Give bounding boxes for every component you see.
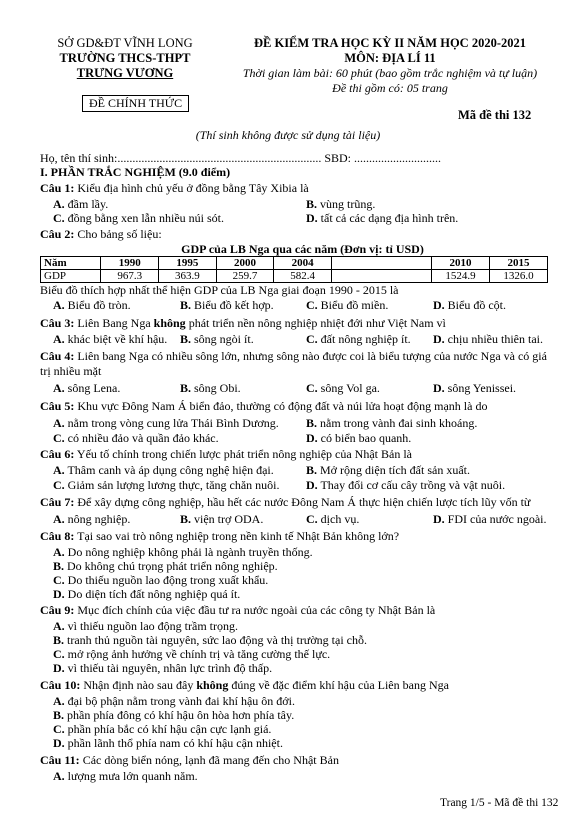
- q11-text: Các dòng biển nóng, lạnh đã mang đến cho Nhật Bản: [79, 753, 339, 767]
- department-name: SỞ GD&ĐT VĨNH LONG: [57, 36, 193, 50]
- q1-option-b[interactable]: B. vùng trũng.: [306, 197, 376, 211]
- q3-b-text: sông ngòi ít.: [194, 332, 254, 346]
- q3-c-text: đất nông nghiệp ít.: [320, 332, 411, 346]
- q6-option-d[interactable]: D. Thay đổi cơ cấu cây trồng và vật nuôi.: [306, 478, 506, 492]
- q8-text: Tại sao vai trò nông nghiệp trong nền kinh tế Nhật Bản không lớn?: [74, 529, 400, 543]
- q5-option-d[interactable]: D. có biển bao quanh.: [306, 431, 412, 445]
- q3-label: Câu 3:: [40, 316, 75, 330]
- question-11: [40, 753, 339, 768]
- q3-d-text: chịu nhiều thiên tai.: [447, 332, 543, 346]
- q9-text: Mục đích chính của việc đầu tư ra nước ngoài của các công ty Nhật Bản là: [74, 603, 436, 617]
- official-label: ĐỀ CHÍNH THỨC: [89, 96, 183, 110]
- q4-b-text: sông Obi.: [194, 381, 241, 395]
- question-3: [40, 316, 446, 331]
- section-title: I. PHẦN TRẮC NGHIỆM (9.0 điểm): [40, 165, 231, 179]
- table-cell: 1326.0: [490, 270, 548, 283]
- q3-option-d[interactable]: D. chịu nhiều thiên tai.: [433, 332, 543, 346]
- q2-question: Biểu đồ thích hợp nhất thể hiện GDP của LB Nga giai đoạn 1990 - 2015 là: [40, 283, 399, 297]
- q1-label: Câu 1:: [40, 181, 75, 195]
- q5-option-c[interactable]: C. có nhiều đảo và quần đảo khác.: [53, 431, 219, 445]
- table-cell: Năm: [41, 257, 101, 270]
- question-2: [40, 227, 162, 242]
- q8-label: Câu 8:: [40, 529, 75, 543]
- q9-c-text: mở rộng ảnh hưởng về chính trị và tăng cường thế lực.: [67, 647, 331, 661]
- q11-a-text: lượng mưa lớn quanh năm.: [67, 769, 198, 783]
- q7-option-d[interactable]: D. FDI của nước ngoài.: [433, 512, 547, 526]
- q7-option-a[interactable]: A. nông nghiệp.: [53, 512, 131, 526]
- q4-option-b[interactable]: B. sông Obi.: [180, 381, 241, 395]
- table-cell: 2015: [490, 257, 548, 270]
- q6-c-text: Giảm sản lượng lương thực, tăng chăn nuôi.: [67, 478, 280, 492]
- q5-option-b[interactable]: B. nằm trong vành đai sinh khoáng.: [306, 416, 478, 430]
- q4-option-c[interactable]: C. sông Vol ga.: [306, 381, 380, 395]
- question-9: [40, 603, 435, 618]
- gdp-table: [40, 256, 548, 283]
- gdp-table-row: [41, 270, 548, 283]
- q10-c-text: phần phía bắc có khí hậu cận cực lạnh giá.: [67, 722, 272, 736]
- candidate-info-line: Họ, tên thí sinh:.................................................................... SBD: .............................: [40, 151, 442, 165]
- q4-option-a[interactable]: A. sông Lena.: [53, 381, 121, 395]
- q11-option-a[interactable]: A. lượng mưa lớn quanh năm.: [53, 769, 198, 783]
- subject: MÔN: ĐỊA LÍ 11: [344, 51, 436, 65]
- q10-option-c[interactable]: C. phần phía bắc có khí hậu cận cực lạnh giá.: [53, 722, 272, 736]
- school-type: TRƯỜNG THCS-THPT: [59, 51, 191, 65]
- question-10: [40, 678, 449, 693]
- q3-text-post: phát triển nền nông nghiệp nhiệt đới như Việt Nam vì: [185, 316, 446, 330]
- page-footer: Trang 1/5 - Mã đề thi 132: [440, 797, 559, 809]
- school-name: TRƯNG VƯƠNG: [76, 66, 174, 80]
- header-left: [40, 36, 210, 81]
- table-cell: [331, 257, 431, 270]
- q2-option-d[interactable]: D. Biểu đồ cột.: [433, 298, 506, 312]
- q10-option-d[interactable]: D. phần lãnh thổ phía nam có khí hậu cận nhiệt.: [53, 736, 283, 750]
- q6-text: Yếu tố chính trong chiến lược phát triển nông nghiệp của Nhật Bản là: [74, 447, 412, 461]
- q9-option-d[interactable]: D. vì thiếu tài nguyên, nhân lực trình độ thấp.: [53, 661, 273, 675]
- q6-label: Câu 6:: [40, 447, 75, 461]
- question-6: [40, 447, 412, 462]
- table-cell: 1995: [159, 257, 217, 270]
- q7-option-b[interactable]: B. viện trợ ODA.: [180, 512, 264, 526]
- q10-a-text: đại bộ phận nằm trong vành đai khí hậu ôn đới.: [67, 694, 295, 708]
- q2-d-text: Biểu đồ cột.: [447, 298, 506, 312]
- q9-d-text: vì thiếu tài nguyên, nhân lực trình độ thấp.: [67, 661, 273, 675]
- q5-c-text: có nhiều đảo và quần đảo khác.: [67, 431, 219, 445]
- q6-option-c[interactable]: C. Giảm sản lượng lương thực, tăng chăn nuôi.: [53, 478, 280, 492]
- q10-option-a[interactable]: A. đại bộ phận nằm trong vành đai khí hậu ôn đới.: [53, 694, 295, 708]
- page-count: Đề thi gồm có: 05 trang: [332, 81, 448, 95]
- q9-option-a[interactable]: A. vì thiếu nguồn lao động trầm trọng.: [53, 619, 238, 633]
- no-materials-note: (Thí sinh không được sử dụng tài liệu): [195, 128, 381, 142]
- q4-text-line1: Liên bang Nga có nhiều sông lớn, nhưng sông nào được coi là biểu tượng của nước Nga và có giá: [74, 349, 547, 363]
- q8-option-c[interactable]: C. Do thiếu nguồn lao động trong xuất khẩu.: [53, 573, 269, 587]
- q5-text: Khu vực Đông Nam Á biển đảo, thường có động đất và núi lửa hoạt động mạnh là do: [74, 399, 488, 413]
- exam-code: Mã đề thi 132: [458, 108, 532, 122]
- q1-option-d[interactable]: D. tất cả các dạng địa hình trên.: [306, 211, 459, 225]
- q8-option-d[interactable]: D. Do diện tích đất nông nghiệp quá ít.: [53, 587, 241, 601]
- q7-c-text: dịch vụ.: [320, 512, 360, 526]
- q5-d-text: có biển bao quanh.: [320, 431, 412, 445]
- q5-option-a[interactable]: A. nằm trong vòng cung lửa Thái Bình Dương.: [53, 416, 279, 430]
- q7-a-text: nông nghiệp.: [67, 512, 131, 526]
- q8-a-text: Do nông nghiệp không phải là ngành truyền thống.: [67, 545, 313, 559]
- gdp-table-title: GDP của LB Nga qua các năm (Đơn vị: tỉ USD): [181, 242, 424, 256]
- q8-b-text: Do không chú trọng phát triển nông nghiệp.: [67, 559, 278, 573]
- q8-c-text: Do thiếu nguồn lao động trong xuất khẩu.: [67, 573, 269, 587]
- q7-option-c[interactable]: C. dịch vụ.: [306, 512, 360, 526]
- q7-d-text: FDI của nước ngoài.: [447, 512, 547, 526]
- q8-option-a[interactable]: A. Do nông nghiệp không phải là ngành truyền thống.: [53, 545, 313, 559]
- q10-option-b[interactable]: B. phần phía đông có khí hậu ôn hòa hơn phía tây.: [53, 708, 295, 722]
- q1-text: Kiểu địa hình chủ yếu ở đồng bằng Tây Xibia là: [74, 181, 309, 195]
- q1-a-text: đầm lầy.: [67, 197, 109, 211]
- table-cell: 1524.9: [432, 270, 490, 283]
- table-cell: 2010: [432, 257, 490, 270]
- q4-a-text: sông Lena.: [67, 381, 121, 395]
- q3-option-c[interactable]: C. đất nông nghiệp ít.: [306, 332, 411, 346]
- duration: Thời gian làm bài: 60 phút (bao gồm trắc nghiệm và tự luận): [242, 66, 538, 80]
- q9-option-b[interactable]: B. tranh thủ nguồn tài nguyên, sức lao động và thị trường tại chỗ.: [53, 633, 367, 647]
- q10-text-pre: Nhận định nào sau đây: [80, 678, 197, 692]
- table-cell: 363.9: [159, 270, 217, 283]
- q10-d-text: phần lãnh thổ phía nam có khí hậu cận nhiệt.: [67, 736, 283, 750]
- q6-b-text: Mở rộng diện tích đất sản xuất.: [320, 463, 470, 477]
- question-1: [40, 181, 309, 196]
- q2-b-text: Biểu đồ kết hợp.: [194, 298, 274, 312]
- q2-option-a[interactable]: A. Biểu đồ tròn.: [53, 298, 131, 312]
- q2-c-text: Biểu đồ miền.: [320, 298, 389, 312]
- q1-b-text: vùng trũng.: [320, 197, 376, 211]
- q5-label: Câu 5:: [40, 399, 75, 413]
- q7-b-text: viện trợ ODA.: [194, 512, 264, 526]
- q6-a-text: Thâm canh và áp dụng công nghệ hiện đại.: [67, 463, 274, 477]
- table-cell: 2000: [216, 257, 274, 270]
- question-7: [40, 495, 530, 510]
- q3-emphasis: không: [153, 316, 186, 330]
- q2-text: Cho bảng số liệu:: [74, 227, 162, 241]
- official-badge: [82, 95, 189, 112]
- header-right: [210, 36, 570, 96]
- q5-b-text: nằm trong vành đai sinh khoáng.: [320, 416, 478, 430]
- q4-text-line2: trị nhiều mặt: [40, 364, 102, 378]
- q1-d-text: tất cả các dạng địa hình trên.: [320, 211, 459, 225]
- q1-option-c[interactable]: C. đồng bằng xen lẫn nhiều núi sót.: [53, 211, 224, 225]
- q4-c-text: sông Vol ga.: [320, 381, 380, 395]
- question-8: [40, 529, 399, 544]
- exam-title: ĐỀ KIỂM TRA HỌC KỲ II NĂM HỌC 2020-2021: [253, 36, 526, 50]
- q10-text-post: đúng về đặc điểm khí hậu của Liên bang Nga: [228, 678, 449, 692]
- q9-a-text: vì thiếu nguồn lao động trầm trọng.: [67, 619, 238, 633]
- table-cell: GDP: [41, 270, 101, 283]
- q9-label: Câu 9:: [40, 603, 75, 617]
- question-4: [40, 349, 547, 364]
- q10-b-text: phần phía đông có khí hậu ôn hòa hơn phía tây.: [67, 708, 295, 722]
- table-cell: 259.7: [216, 270, 274, 283]
- q2-label: Câu 2:: [40, 227, 75, 241]
- q2-a-text: Biểu đồ tròn.: [67, 298, 131, 312]
- q3-option-a[interactable]: A. khác biệt về khí hậu.: [53, 332, 168, 346]
- q6-option-b[interactable]: B. Mở rộng diện tích đất sản xuất.: [306, 463, 470, 477]
- q7-text: Để xây dựng công nghiệp, hầu hết các nước Đông Nam Á thực hiện chiến lược tích lũy vốn từ: [74, 495, 531, 509]
- q6-d-text: Thay đổi cơ cấu cây trồng và vật nuôi.: [320, 478, 506, 492]
- q2-option-b[interactable]: B. Biểu đồ kết hợp.: [180, 298, 274, 312]
- q3-text-pre: Liên Bang Nga: [74, 316, 154, 330]
- q8-d-text: Do diện tích đất nông nghiệp quá ít.: [67, 587, 241, 601]
- gdp-table-header: [41, 257, 548, 270]
- question-5: [40, 399, 487, 414]
- q4-label: Câu 4:: [40, 349, 75, 363]
- q2-option-c[interactable]: C. Biểu đồ miền.: [306, 298, 389, 312]
- q1-c-text: đồng bằng xen lẫn nhiều núi sót.: [67, 211, 224, 225]
- q7-label: Câu 7:: [40, 495, 75, 509]
- q6-option-a[interactable]: A. Thâm canh và áp dụng công nghệ hiện đại.: [53, 463, 274, 477]
- q11-label: Câu 11:: [40, 753, 80, 767]
- q1-option-a[interactable]: A. đầm lầy.: [53, 197, 109, 211]
- q5-a-text: nằm trong vòng cung lửa Thái Bình Dương.: [67, 416, 279, 430]
- table-cell: 1990: [101, 257, 159, 270]
- table-cell: [331, 270, 431, 283]
- q3-option-b[interactable]: B. sông ngòi ít.: [180, 332, 254, 346]
- q10-label: Câu 10:: [40, 678, 81, 692]
- q4-option-d[interactable]: D. sông Yenissei.: [433, 381, 517, 395]
- table-cell: 967.3: [101, 270, 159, 283]
- q10-emphasis: không: [196, 678, 229, 692]
- table-cell: 582.4: [274, 270, 332, 283]
- q9-option-c[interactable]: C. mở rộng ảnh hưởng về chính trị và tăng cường thế lực.: [53, 647, 331, 661]
- q9-b-text: tranh thủ nguồn tài nguyên, sức lao động và thị trường tại chỗ.: [67, 633, 367, 647]
- table-cell: 2004: [274, 257, 332, 270]
- q3-a-text: khác biệt về khí hậu.: [67, 332, 168, 346]
- q4-d-text: sông Yenissei.: [447, 381, 517, 395]
- q8-option-b[interactable]: B. Do không chú trọng phát triển nông nghiệp.: [53, 559, 278, 573]
